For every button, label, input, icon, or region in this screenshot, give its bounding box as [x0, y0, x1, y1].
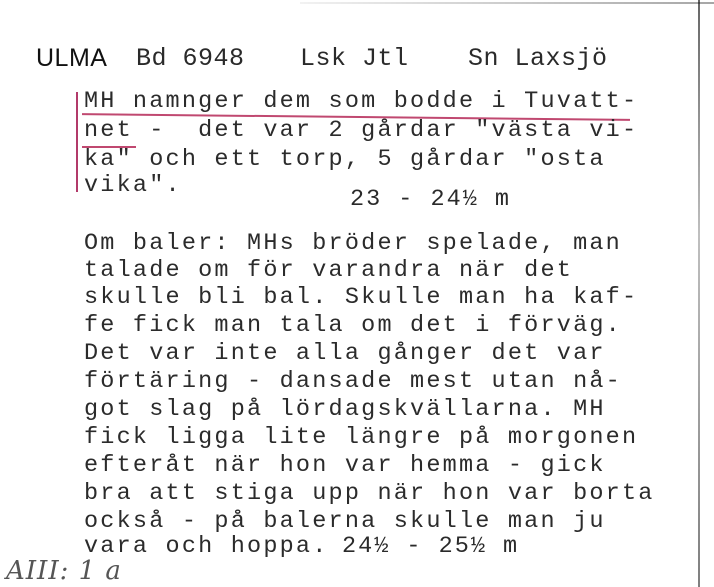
margin-mark	[76, 92, 78, 192]
card-top-edge	[300, 2, 714, 4]
text-line: skulle bli bal. Skulle man ha kaf-	[84, 284, 639, 311]
text-line: bra att stiga upp när hon var borta	[84, 480, 655, 507]
card-right-edge	[698, 0, 700, 587]
text-line: förtäring - dansade mest utan nå-	[84, 368, 622, 395]
text-line: vara och hoppa.	[84, 533, 329, 560]
archive-label: ULMA	[36, 44, 108, 72]
volume-label: Bd 6948	[136, 44, 245, 73]
reading-range: 23 - 24½ m	[350, 186, 512, 213]
text-line: MH namnger dem som bodde i Tuvatt-	[84, 88, 639, 115]
district-label: Lsk Jtl	[300, 44, 409, 73]
text-line: också - på balerna skulle man ju	[84, 508, 606, 535]
parish-label: Sn Laxsjö	[468, 44, 608, 73]
text-line: vika".	[84, 172, 182, 199]
text-line: Om baler: MHs bröder spelade, man	[84, 230, 622, 257]
reading-range: 24½ - 25½ m	[342, 533, 520, 560]
text-line: Det var inte alla gånger det var	[84, 340, 606, 367]
text-line: fick ligga lite längre på morgonen	[84, 424, 639, 451]
text-line: net - det var 2 gårdar "västa vi-	[84, 117, 639, 144]
text-line: fe fick man tala om det i förväg.	[84, 312, 622, 339]
text-line: ka" och ett torp, 5 gårdar "osta	[84, 146, 606, 173]
handwritten-note: AIII: 1 a	[6, 556, 122, 586]
text-line: efteråt när hon var hemma - gick	[84, 452, 606, 479]
text-line: got slag på lördagskvällarna. MH	[84, 396, 606, 423]
text-line: talade om för varandra när det	[84, 257, 574, 284]
